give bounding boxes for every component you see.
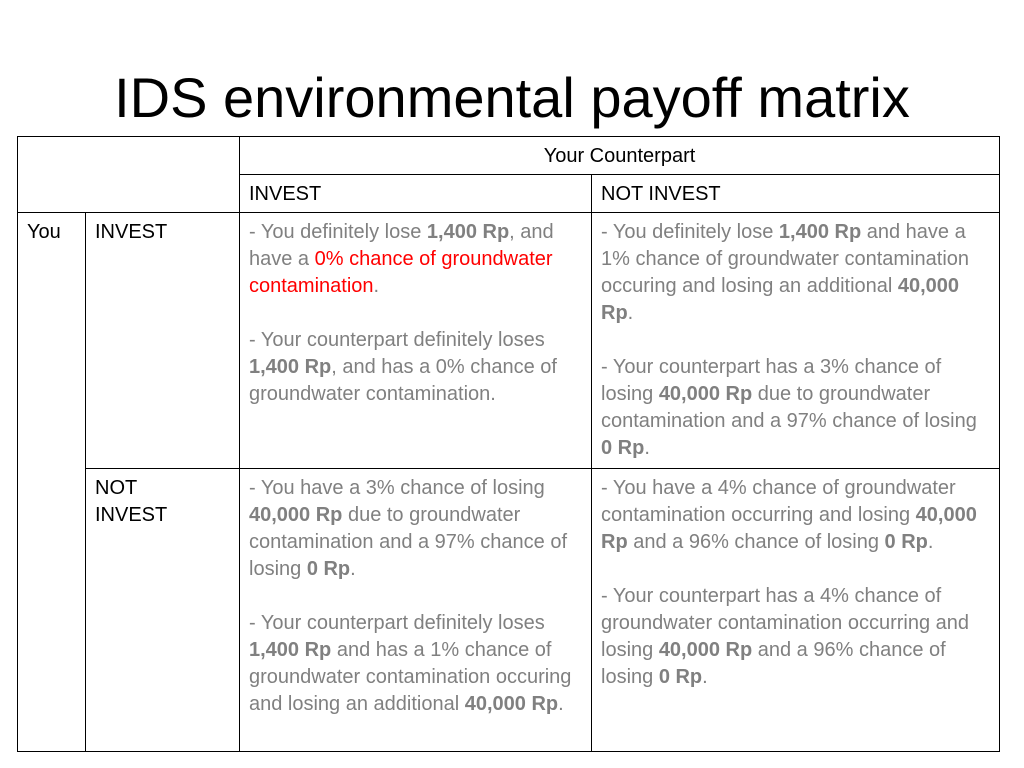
row-not-invest — [18, 469, 1000, 752]
slide-title: IDS environmental payoff matrix — [114, 66, 910, 129]
cell-not-invest-not-invest — [592, 469, 1000, 752]
payoff-matrix-table — [17, 136, 1000, 752]
corner-cell — [18, 137, 240, 213]
cell-not-invest-invest — [240, 469, 592, 752]
row-invest — [18, 213, 1000, 469]
cell-paragraph: - You have a 4% chance of groundwater contamination occurring and losing 40,000 Rp and a 96% chance of losing 0 Rp. — [601, 477, 977, 553]
cell-invest-not-invest — [592, 213, 1000, 469]
header-row-counterpart — [18, 137, 1000, 175]
row-header-invest: INVEST — [86, 213, 240, 469]
row-header-not-invest: NOT INVEST — [86, 469, 240, 752]
you-label: You — [18, 213, 86, 469]
cell-paragraph: - You definitely lose 1,400 Rp and have a 1% chance of groundwater contamination occuring and losing an additional 40,000 Rp. — [601, 221, 970, 324]
cell-paragraph: - Your counterpart definitely loses 1,400 Rp and has a 1% chance of groundwater contamination occuring and losing an additional 40,000 Rp. — [249, 612, 572, 715]
col-header-invest: INVEST — [240, 175, 592, 213]
cell-paragraph: - Your counterpart has a 3% chance of losing 40,000 Rp due to groundwater contamination and a 97% chance of losing 0 Rp. — [601, 356, 977, 459]
you-label-continuation — [18, 469, 86, 752]
cell-paragraph: - You definitely lose 1,400 Rp, and have a 0% chance of groundwater contamination. — [249, 221, 554, 297]
cell-paragraph: - Your counterpart has a 4% chance of groundwater contamination occurring and losing 40,000 Rp and a 96% chance of losing 0 Rp. — [601, 585, 969, 688]
col-header-not-invest: NOT INVEST — [592, 175, 1000, 213]
cell-paragraph: - Your counterpart definitely loses 1,400 Rp, and has a 0% chance of groundwater contamination. — [249, 329, 557, 405]
cell-invest-invest — [240, 213, 592, 469]
cell-paragraph: - You have a 3% chance of losing 40,000 Rp due to groundwater contamination and a 97% chance of losing 0 Rp. — [249, 477, 567, 580]
counterpart-header: Your Counterpart — [240, 137, 1000, 175]
